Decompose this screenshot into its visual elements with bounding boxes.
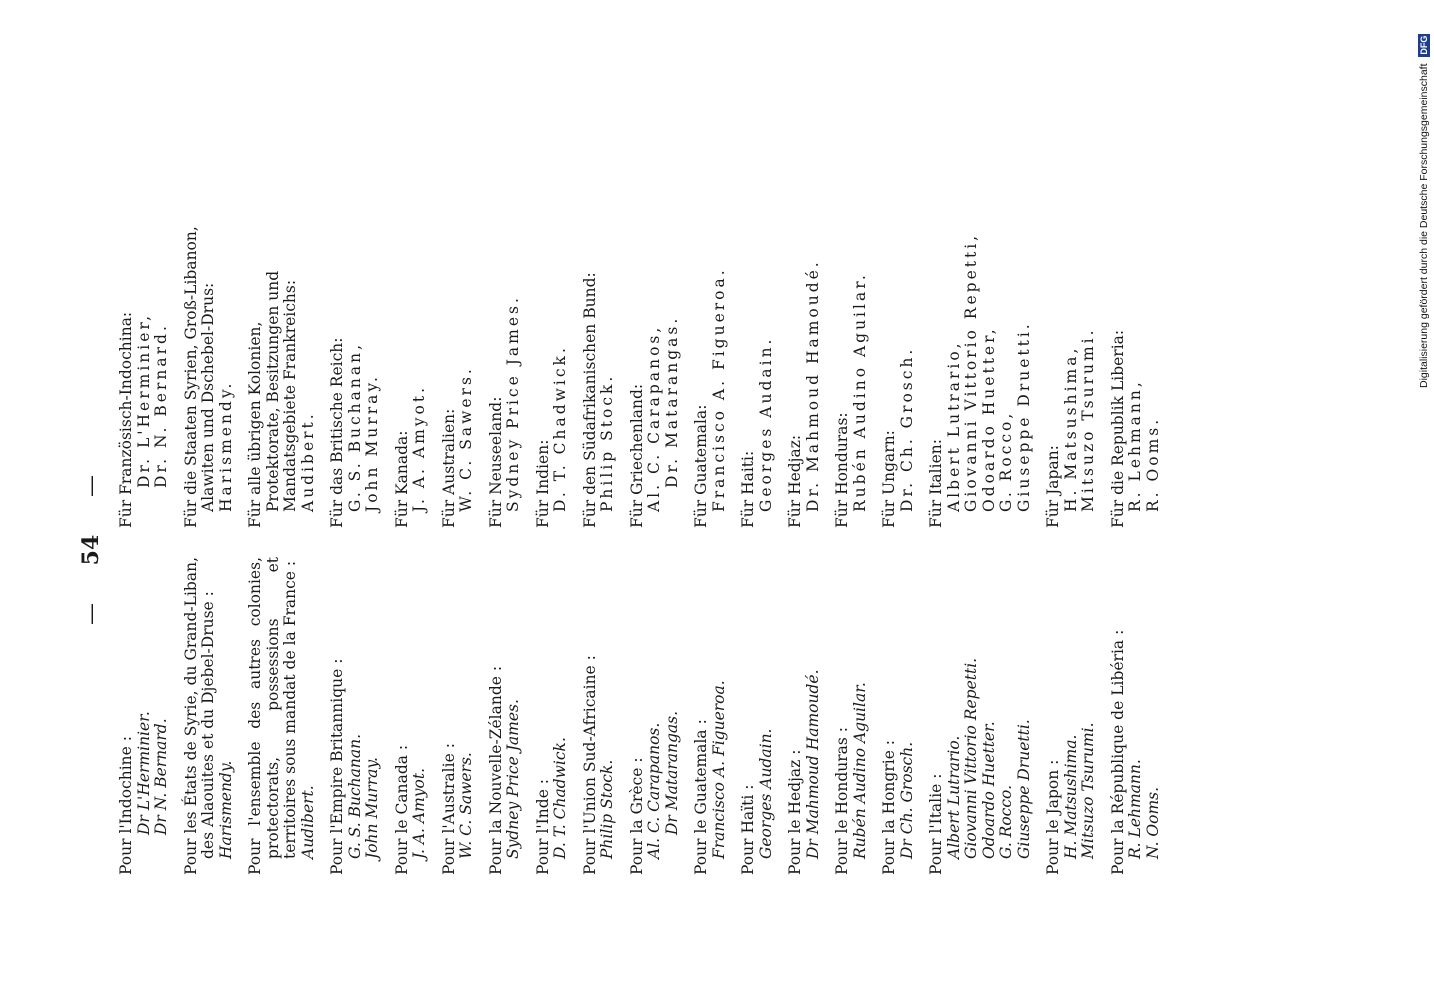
signatory-name: Al. C. Carapanos, xyxy=(645,324,663,512)
country-heading: Pour Haïti : xyxy=(739,784,757,875)
signatory-entry xyxy=(329,557,382,875)
signatory-entry xyxy=(118,557,171,875)
signatory-entry xyxy=(629,218,682,528)
signatory-entry xyxy=(535,218,570,528)
signatory-entry xyxy=(441,557,476,875)
signatory-entry xyxy=(740,218,775,528)
signatory-name: Sydney Price James. xyxy=(504,295,522,512)
signatory-name: Francisco A. Figueroa. xyxy=(709,267,728,512)
signatory-name: Dr. Matarangas. xyxy=(662,315,681,488)
country-heading: Pour le Canada : xyxy=(392,744,411,875)
signatory-entry xyxy=(488,557,523,875)
signatory-entry xyxy=(441,218,476,528)
signatory-name: Dr Mahmoud Hamoudé. xyxy=(803,669,822,859)
signatory-name: Dr. L'Herminier, xyxy=(134,312,153,488)
signatory-entry xyxy=(834,218,869,528)
country-heading: Pour l'Indochine : xyxy=(117,736,135,875)
signatory-name: Harismendy. xyxy=(216,380,235,512)
signatory-entry xyxy=(535,557,570,875)
german-signatory-column xyxy=(118,218,1174,528)
signatory-name: R. Lehmann, xyxy=(1126,379,1144,512)
signatory-name: Giovanni Vittorio Repetti. xyxy=(962,657,980,859)
signatory-name: Harismendy. xyxy=(216,760,235,859)
page-number-dash-left: — xyxy=(79,602,104,625)
signatory-entry xyxy=(787,557,822,875)
signatory-entry xyxy=(183,218,236,528)
signatory-name: W. C. Sawers. xyxy=(457,752,475,859)
signatory-name: Georges Audain. xyxy=(756,336,775,512)
signatory-entry xyxy=(834,557,869,875)
signatory-name: Sydney Price James. xyxy=(504,699,522,859)
signatory-entry xyxy=(394,218,429,528)
signatory-name: G. S. Buchanan. xyxy=(345,733,364,859)
country-heading: Für den Südafrikanischen Bund: xyxy=(580,272,599,528)
country-heading: Für Australien: xyxy=(439,408,458,528)
country-heading: Für alle übrigen Kolonien, Protektorate, Besitzungen und Mandatsgebiete Frankreichs: xyxy=(246,270,299,528)
signatory-name: Giuseppe Druetti. xyxy=(1014,321,1033,512)
dfg-logo: DFG xyxy=(1419,35,1429,55)
country-heading: Für Hedjaz: xyxy=(786,434,804,528)
signatory-name: G. S. Buchanan, xyxy=(345,341,364,512)
scanned-page xyxy=(0,100,1434,1000)
signatory-name: J. A. Amyot. xyxy=(410,767,428,859)
signatory-name: W. C. Sawers. xyxy=(457,366,475,512)
signatory-entry xyxy=(928,218,1033,528)
page-number: 54 xyxy=(78,534,104,566)
country-heading: Pour les États de Syrie, du Grand-Liban, des Alaouites et du Djebel-Druse : xyxy=(181,557,217,875)
signatory-name: Mitsuzo Tsurumi. xyxy=(1079,722,1097,859)
signatory-entry xyxy=(394,557,429,875)
country-heading: Pour l'ensemble des autres colonies, protectorats, possessions et territoires sous mandat de la France : xyxy=(246,557,299,875)
signatory-name: R. Ooms. xyxy=(1143,416,1162,512)
country-heading: Für Indien: xyxy=(533,439,552,528)
signatory-entry xyxy=(693,557,728,875)
signatory-entry xyxy=(693,218,728,528)
country-heading: Für die Republik Liberia: xyxy=(1108,329,1127,528)
digitisation-notice-text: Digitalisierung gefördert durch die Deutsche Forschungsgemeinschaft xyxy=(1418,63,1430,388)
signatory-name: John Murray. xyxy=(363,757,381,859)
country-heading: Pour le Honduras : xyxy=(833,727,851,875)
signatory-entry xyxy=(1110,218,1163,528)
signatory-name: J. A. Amyot. xyxy=(410,384,428,512)
country-heading: Für Griechenland: xyxy=(627,383,646,528)
country-heading: Pour le Hedjaz : xyxy=(786,749,804,875)
signatory-name: Georges Audain. xyxy=(756,728,775,859)
signatory-entry xyxy=(118,218,171,528)
country-heading: Für Japan: xyxy=(1044,445,1062,528)
page-number-line xyxy=(78,100,104,1000)
signatory-name: Mitsuzo Tsurumi. xyxy=(1079,327,1097,512)
digitisation-notice xyxy=(1414,8,1434,388)
country-heading: Für die Staaten Syrien, Groß-Libanon, Alawiten und Dschebel-Drus: xyxy=(181,226,217,528)
signatory-entry xyxy=(1045,218,1098,528)
page-number-dash-right: — xyxy=(79,475,104,498)
signatory-name: Audibert. xyxy=(298,411,317,512)
signatory-entry xyxy=(582,218,617,528)
signatory-entry xyxy=(247,218,317,528)
signatory-name: Rubén Audino Aguilar. xyxy=(850,272,869,512)
signatory-entry xyxy=(329,218,382,528)
signatory-name: Dr. Mahmoud Hamoudé. xyxy=(803,259,822,512)
signatory-name: Dr. Ch. Grosch. xyxy=(897,346,916,512)
signatory-name: H. Matsushima. xyxy=(1061,734,1080,859)
country-heading: Für Guatemala: xyxy=(692,404,710,528)
signatory-name: Philip Stock. xyxy=(598,373,616,512)
french-signatory-column xyxy=(118,557,1174,875)
country-heading: Für Neuseeland: xyxy=(486,396,505,528)
country-heading: Für Honduras: xyxy=(833,412,851,528)
country-heading: Für Kanada: xyxy=(392,430,411,528)
signatory-name: Francisco A. Figueroa. xyxy=(709,680,728,859)
signatory-name: Dr. N. Bernard. xyxy=(152,323,170,488)
signatory-name: Giovanni Vittorio Repetti, xyxy=(962,232,980,512)
country-heading: Pour la Hongrie : xyxy=(880,739,898,875)
country-heading: Pour l'Empire Britannique : xyxy=(328,658,346,875)
signatory-name: Dr Ch. Grosch. xyxy=(897,741,916,859)
signatory-name: Odoardo Huetter. xyxy=(979,721,998,859)
signatory-name: Al. C. Carapanos. xyxy=(645,722,663,859)
signatory-entry xyxy=(928,557,1033,875)
signatory-name: R. Lehmann. xyxy=(1126,759,1144,859)
country-heading: Pour le Japon : xyxy=(1044,759,1062,875)
signatory-entry xyxy=(881,218,916,528)
signatory-name: Rubén Audino Aguilar. xyxy=(850,682,869,859)
signatory-entry xyxy=(881,557,916,875)
signatory-name: H. Matsushima, xyxy=(1061,345,1080,512)
signatory-name: N. Ooms. xyxy=(1143,786,1162,859)
country-heading: Pour l'Australie : xyxy=(439,743,458,875)
country-heading: Für Haiti: xyxy=(739,450,757,528)
signatory-entry xyxy=(1045,557,1098,875)
country-heading: Pour la République de Libéria : xyxy=(1108,629,1127,875)
signatory-entry xyxy=(629,557,682,875)
signatory-name: Dr L'Herminier. xyxy=(134,711,153,835)
signatory-name: Albert Lutrario. xyxy=(944,735,963,859)
country-heading: Pour l'Union Sud-Africaine : xyxy=(580,655,599,875)
country-heading: Für Ungarn: xyxy=(880,430,898,528)
signatory-entry xyxy=(488,218,523,528)
signatory-name: Odoardo Huetter, xyxy=(979,326,998,512)
signatory-name: D. T. Chadwick. xyxy=(551,345,569,512)
signatory-entry xyxy=(582,557,617,875)
signatory-name: G. Rocco, xyxy=(997,410,1015,512)
signatory-entry xyxy=(1110,557,1163,875)
country-heading: Pour la Nouvelle-Zélande : xyxy=(486,665,505,875)
signatory-name: Audibert. xyxy=(298,785,317,859)
signatory-name: Giuseppe Druetti. xyxy=(1014,719,1033,859)
country-heading: Pour l'Italie : xyxy=(927,773,945,875)
signatory-name: Dr N. Bernard. xyxy=(152,718,170,835)
country-heading: Für Italien: xyxy=(927,439,945,528)
signatory-name: John Murray. xyxy=(363,374,381,512)
signatory-name: G. Rocco. xyxy=(997,784,1015,859)
signatory-entry xyxy=(787,218,822,528)
signatory-name: Philip Stock. xyxy=(598,759,616,859)
country-heading: Pour le Guatemala : xyxy=(692,719,710,875)
signatory-entry xyxy=(740,557,775,875)
country-heading: Für Französisch-Indochina: xyxy=(117,311,135,528)
signatory-name: Albert Lutrario, xyxy=(944,340,963,512)
signatory-name: D. T. Chadwick. xyxy=(551,737,569,859)
signatory-entry xyxy=(247,557,317,875)
signatory-entry xyxy=(183,557,236,875)
signatory-name: Dr Matarangas. xyxy=(662,710,681,835)
country-heading: Pour l'Inde : xyxy=(533,778,552,875)
country-heading: Für das Britische Reich: xyxy=(328,337,346,528)
country-heading: Pour la Grèce : xyxy=(627,757,646,875)
